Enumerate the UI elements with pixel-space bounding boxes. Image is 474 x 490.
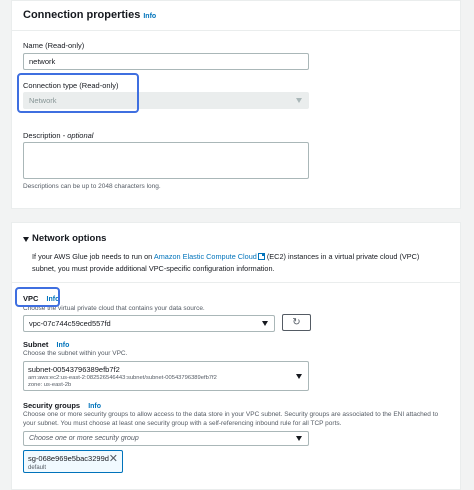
connection-properties-header: [12, 1, 460, 31]
subnet-label: Subnet Info: [23, 340, 70, 349]
security-group-token-value: sg-068e969e5bac3299d: [28, 454, 109, 463]
external-link-icon: [258, 253, 265, 260]
security-groups-label: Security groups Info: [23, 401, 102, 410]
subnet-hint: Choose the subnet within your VPC.: [23, 350, 128, 357]
security-groups-info-link[interactable]: Info: [88, 403, 102, 410]
vpc-info-link[interactable]: Info: [46, 296, 60, 303]
ec2-link[interactable]: Amazon Elastic Compute Cloud: [153, 252, 257, 261]
description-label: Description - optional: [23, 131, 94, 140]
subnet-arn: arn:aws:ec2:us-east-2:082526546443:subnet/subnet-00543796389efb7f2: [28, 375, 217, 381]
chevron-down-icon: [296, 98, 302, 103]
network-options-header[interactable]: [12, 223, 460, 283]
subnet-zone: zone: us-east-2b: [28, 382, 72, 388]
connection-type-label: Connection type (Read-only): [23, 81, 119, 90]
connection-type-highlight: [17, 73, 139, 113]
vpc-hint: Choose the virtual private cloud that contains your data source.: [23, 305, 205, 312]
security-group-token-sub: default: [28, 465, 47, 471]
network-options-panel: [11, 222, 461, 490]
vpc-select[interactable]: vpc-07c744c59ced557fd: [23, 315, 275, 332]
connection-properties-panel: [11, 0, 461, 209]
subnet-select[interactable]: [23, 361, 309, 391]
vpc-refresh-button[interactable]: [282, 314, 311, 331]
vpc-highlight: [15, 287, 60, 307]
name-input[interactable]: network: [23, 53, 309, 70]
security-group-token: [23, 450, 123, 473]
connection-properties-title: Connection properties Info: [23, 9, 157, 21]
refresh-icon: ↻: [292, 317, 301, 328]
subnet-value: subnet-00543796389efb7f2: [28, 365, 120, 374]
vpc-label: VPC Info: [23, 294, 60, 303]
name-label: Name (Read-only): [23, 41, 85, 50]
caret-down-icon[interactable]: [23, 237, 29, 242]
close-icon[interactable]: ✕: [108, 453, 118, 465]
network-options-title[interactable]: Network options: [32, 233, 107, 244]
security-groups-hint: Choose one or more security groups to allow access to the data store in your VPC subnet. Security groups are associated to the ENI attached to your subnet. You must choose at least one security group with a self-referencing inbound rule for all TCP ports.: [23, 411, 439, 427]
chevron-down-icon: [296, 436, 302, 441]
network-options-description: If your AWS Glue job needs to run on Amazon Elastic Compute Cloud (EC2) instances in a virtual private cloud (VPC) subnet, you must provide additional VPC-specific configuration information.: [32, 252, 420, 273]
security-groups-select[interactable]: Choose one or more security group: [23, 431, 309, 446]
connection-type-select: Network: [23, 92, 309, 109]
chevron-down-icon: [262, 321, 268, 326]
chevron-down-icon: [296, 374, 302, 379]
description-hint: Descriptions can be up to 2048 characters long.: [23, 183, 161, 190]
connection-properties-info-link[interactable]: Info: [143, 13, 157, 20]
subnet-info-link[interactable]: Info: [56, 342, 70, 349]
description-textarea[interactable]: [23, 142, 309, 179]
